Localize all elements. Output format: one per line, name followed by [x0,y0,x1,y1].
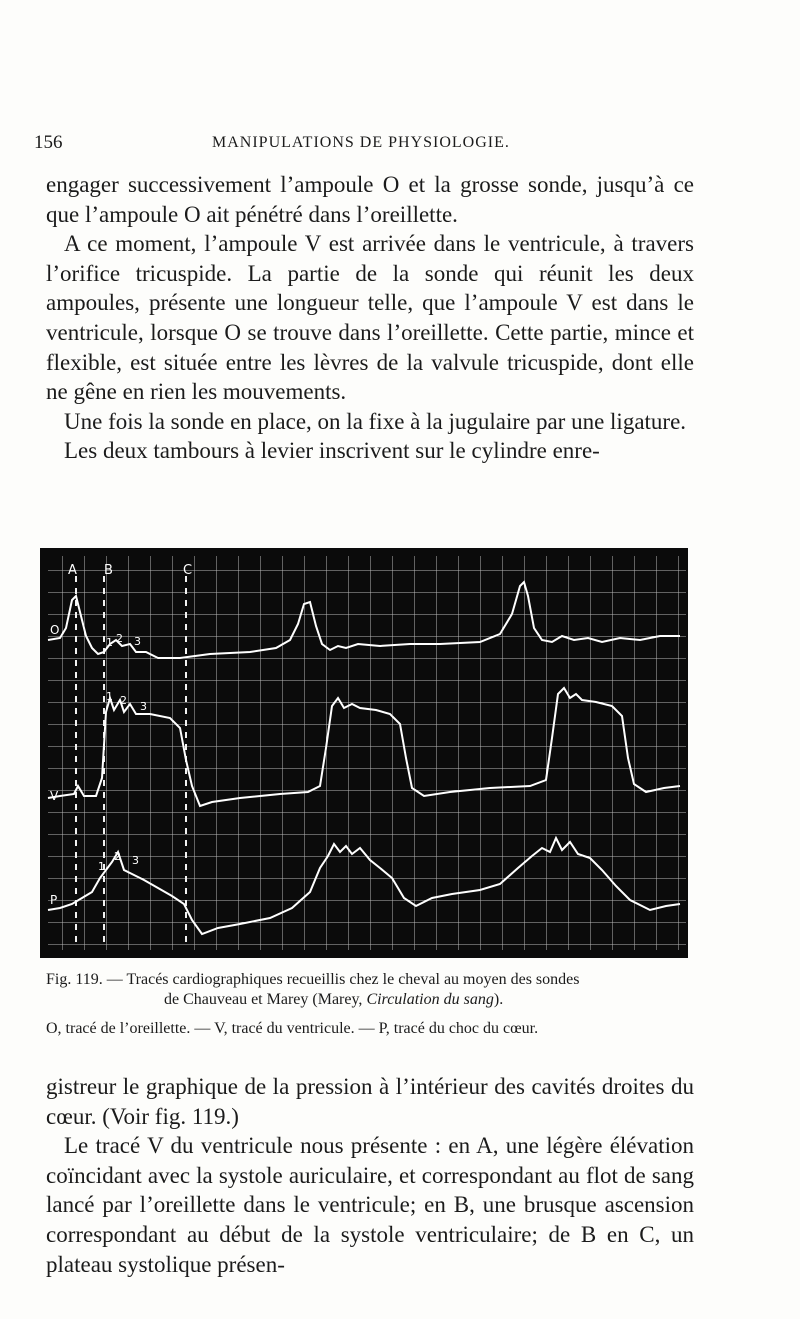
cardiograph-figure [40,548,688,958]
beat-number-p-1: 1 [98,860,105,873]
beat-number-o-1: 1 [106,636,113,649]
beat-number-o-3: 3 [134,635,141,648]
figure-caption [46,970,698,1039]
trace-label-v: V [50,789,59,803]
page-header-title: MANIPULATIONS DE PHYSIOLOGIE. [212,134,510,151]
marker-label-a: A [68,563,77,578]
caption-line-2-suffix: ). [493,991,504,1008]
body-text-bottom [46,1072,694,1279]
caption-line-2 [46,990,698,1010]
trace-label-o: O [50,623,60,637]
paragraph: Le tracé V du ventricule nous présente : en A, une légère élévation coïncidant avec la systole auriculaire, et correspondant au flot de sang lancé par l’oreillette dans le ventricule; en B, une brusque ascension correspondant au début de la systole ventriculaire; de B en C, un plateau systolique présen- [46,1133,694,1277]
beat-number-o-2: 2 [116,632,123,645]
paragraph: Les deux tambours à levier inscrivent sur le cylindre enre- [64,438,600,464]
cardiograph-tracings [40,548,688,958]
beat-number-v-2: 2 [120,694,127,707]
paragraph: Une fois la sonde en place, on la fixe à la jugulaire par une ligature. [64,408,687,434]
beat-number-v-3: 3 [140,700,147,713]
marker-label-c: C [183,563,193,578]
beat-number-p-2: 2 [114,850,121,863]
caption-legend: O, tracé de l’oreillette. — V, tracé du ventricule. — P, tracé du choc du cœur. [46,1020,539,1037]
running-head [34,132,694,158]
paragraph: gistreur le graphique de la pression à l’intérieur des cavités droites du cœur. (Voir fig. 119.) [46,1074,694,1129]
trace-label-p: P [50,893,58,907]
beat-number-p-3: 3 [132,854,139,867]
paragraph: engager successivement l’ampoule O et la grosse sonde, jusqu’à ce que l’ampoule O ait pénétré dans l’oreillette. [46,172,694,227]
body-text-top [46,170,694,466]
marker-label-b: B [104,563,113,578]
paragraph: A ce moment, l’ampoule V est arrivée dans le ventricule, à travers l’orifice tricuspide. La partie de la sonde qui réunit les deux ampoules, présente une longueur telle, que l’ampoule V est dans le ventricule, lorsque O se trouve dans l’oreillette. Cette partie, mince et flexible, est située entre les lèvres de la valvule tricuspide, dont elle ne gêne en rien les mouvements. [46,231,694,405]
grid [48,556,686,950]
caption-line-1: Fig. 119. — Tracés cardiographiques recueillis chez le cheval au moyen des sondes [46,971,580,988]
page-number: 156 [34,132,63,153]
beat-number-v-1: 1 [106,690,113,703]
caption-line-2-prefix: de Chauveau et Marey (Marey, [164,991,367,1008]
caption-citation-title: Circulation du sang [366,991,494,1008]
